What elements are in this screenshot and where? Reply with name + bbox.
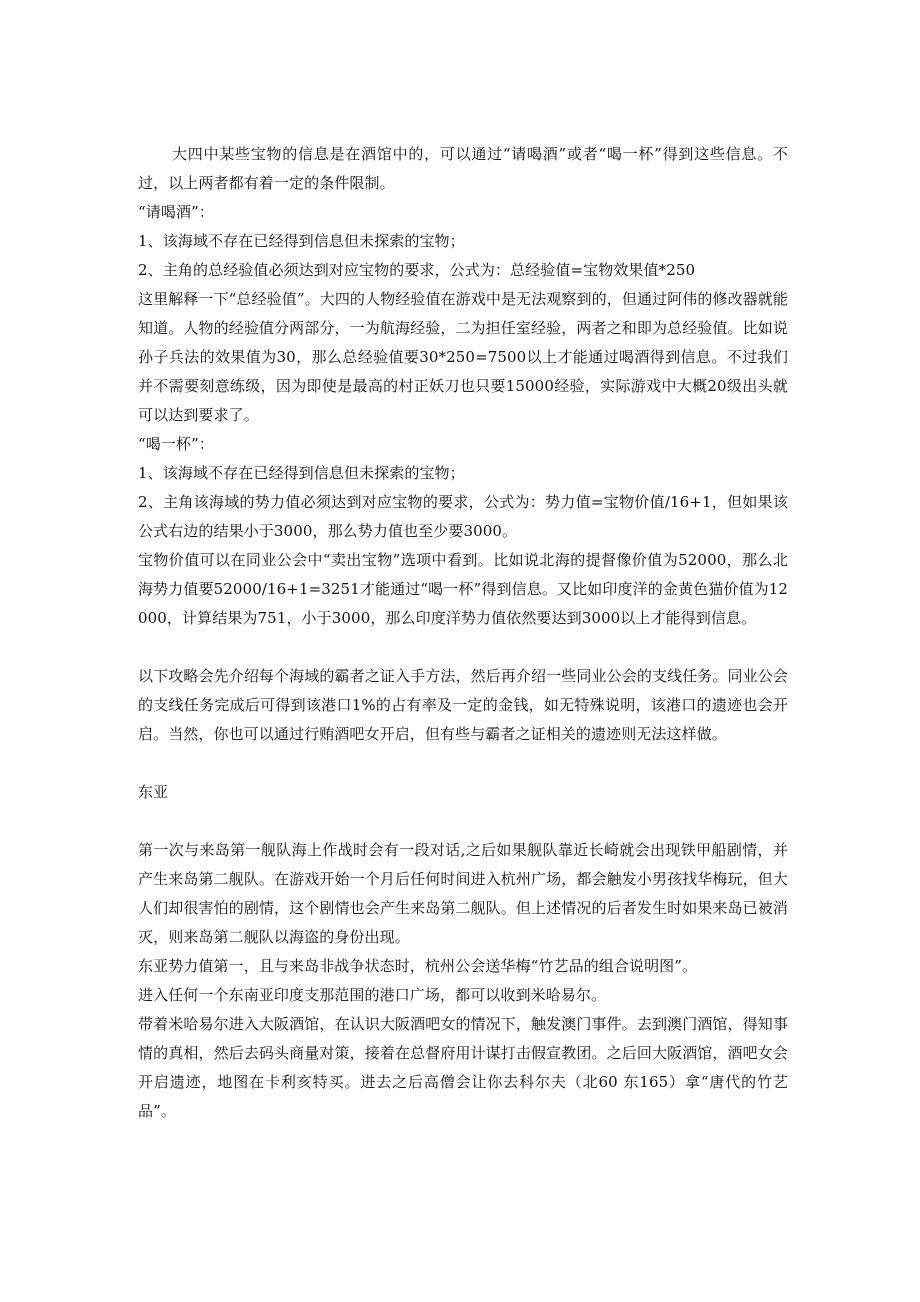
heading-treat-drink: “请喝酒”：: [138, 203, 214, 221]
treat-condition-2: 2、主角的总经验值必须达到对应宝物的要求，公式为：总经验值=宝物效果值*250: [138, 261, 696, 279]
blank-line: [138, 749, 788, 778]
paragraph-hangzhou-guild: 东亚势力值第一，且与来岛非战争状态时，杭州公会送华梅“竹艺品的组合说明图”。: [138, 957, 698, 975]
drink-condition-2: 2、主角该海域的势力值必须达到对应宝物的要求，公式为：势力值=宝物价值/16+1，但如果该公式右边的结果小于3000，那么势力值也至少要3000。: [138, 493, 788, 540]
blank-line: [138, 807, 788, 836]
document-body: [138, 140, 788, 1126]
heading-have-drink: “喝一杯”：: [138, 435, 214, 453]
paragraph-experience-explanation: 这里解释一下“总经验值”。大四的人物经验值在游戏中是无法观察到的，但通过阿伟的修改器就能知道。人物的经验值分两部分，一为航海经验，二为担任室经验，两者之和即为总经验值。比如说孙子兵法的效果值为30，那么总经验值要30*250=7500以上才能通过喝酒得到信息。不过我们并不需要刻意练级，因为即使是最高的村正妖刀也只要15000经验，实际游戏中大概20级出头就可以达到要求了。: [138, 290, 788, 424]
treat-condition-1: 1、该海域不存在已经得到信息但未探索的宝物；: [138, 232, 465, 250]
paragraph-treasure-value: 宝物价值可以在同业公会中“卖出宝物”选项中看到。比如说北海的提督像价值为52000，那么北海势力值要52000/16+1=3251才能通过“喝一杯”得到信息。又比如印度洋的金黄色猫价值为12000，计算结果为751，小于3000，那么印度洋势力值依然要达到3000以上才能得到信息。: [138, 551, 788, 627]
paragraph-guide-overview: 以下攻略会先介绍每个海域的霸者之证入手方法，然后再介绍一些同业公会的支线任务。同业公会的支线任务完成后可得到该港口1%的占有率及一定的金钱，如无特殊说明，该港口的遗迹也会开启。当然，你也可以通过行贿酒吧女开启，但有些与霸者之证相关的遗迹则无法这样做。: [138, 667, 788, 743]
paragraph-macau-event: 带着米哈易尔进入大阪酒馆，在认识大阪酒吧女的情况下，触发澳门事件。去到澳门酒馆，得知事情的真相，然后去码头商量对策，接着在总督府用计谋打击假宣教团。之后回大阪酒馆，酒吧女会开启遗迹，地图在卡利亥特买。进去之后高僧会让你去科尔夫（北60 东165）拿“唐代的竹艺品”。: [138, 1015, 788, 1120]
drink-condition-1: 1、该海域不存在已经得到信息但未探索的宝物；: [138, 464, 465, 482]
paragraph-kurushima-fleet: 第一次与来岛第一舰队海上作战时会有一段对话,之后如果舰队靠近长崎就会出现铁甲船剧情，并产生来岛第二舰队。在游戏开始一个月后任何时间进入杭州广场，都会触发小男孩找华梅玩，但大人们却很害怕的剧情，这个剧情也会产生来岛第二舰队。但上述情况的后者发生时如果来岛已被消灭，则来岛第二舰队以海盗的身份出现。: [138, 841, 788, 946]
blank-line: [138, 633, 788, 662]
paragraph-intro: 大四中某些宝物的信息是在酒馆中的，可以通过“请喝酒”或者“喝一杯”得到这些信息。不过，以上两者都有着一定的条件限制。: [138, 145, 788, 192]
paragraph-mikhail: 进入任何一个东南亚印度支那范围的港口广场，都可以收到米哈易尔。: [138, 986, 607, 1004]
section-heading-east-asia: 东亚: [138, 783, 169, 801]
